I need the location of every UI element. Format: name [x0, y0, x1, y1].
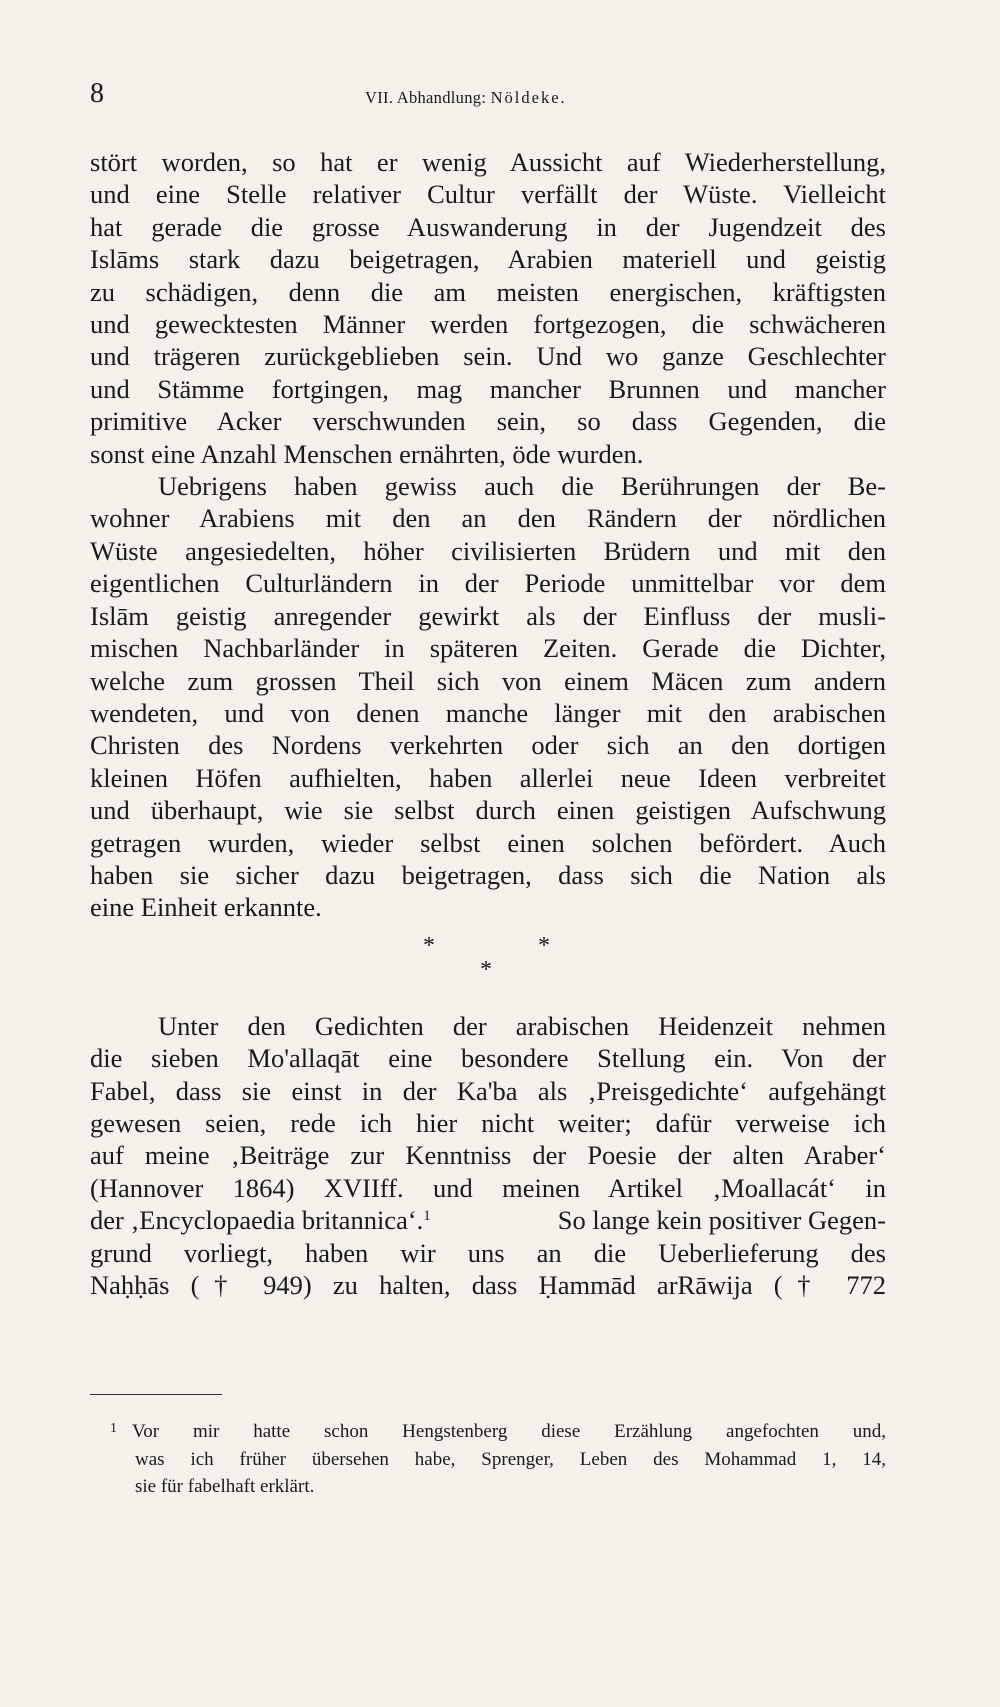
footnote-text: Vor mir hatte schon Hengstenberg diese Erzählung angefochten und,: [132, 1421, 886, 1442]
footnote-line: [110, 1415, 886, 1446]
footnote-line: sie für fabelhaft erklärt.: [135, 1476, 315, 1497]
asterisk: *: [480, 956, 492, 983]
text-segment: der ‚Encyclopaedia britannica‘.: [90, 1205, 424, 1236]
text-line: eigentlichen Culturländern in der Periode unmittelbar vor dem: [90, 568, 886, 599]
page-number: 8: [90, 78, 104, 109]
footnote-marker: 1: [110, 1421, 117, 1436]
text-line: grund vorliegt, haben wir uns an die Ueberlieferung des: [90, 1237, 886, 1268]
text-line: Fabel, dass sie einst in der Ka'ba als ‚Preisgedichte‘ aufgehängt: [90, 1075, 886, 1106]
text-line: Christen des Nordens verkehrten oder sich an den dortigen: [90, 730, 886, 761]
page-header: [90, 78, 886, 118]
text-line: Wüste angesiedelten, höher civilisierten Brüdern und mit den: [90, 535, 886, 566]
text-line: haben sie sicher dazu beigetragen, dass sich die Nation als: [90, 859, 886, 890]
footnote-reference: 1: [423, 1208, 431, 1225]
footnote: [110, 1415, 886, 1501]
text-line: und eine Stelle relativer Cultur verfällt der Wüste. Vielleicht: [90, 179, 886, 210]
text-line: primitive Acker verschwunden sein, so dass Gegenden, die: [90, 406, 886, 437]
text-line: gewesen seien, rede ich hier nicht weiter; dafür verweise ich: [90, 1107, 886, 1138]
text-line: Naḥḥās († 949) zu halten, dass Ḥammād arRāwija († 772: [90, 1270, 886, 1300]
running-head: [365, 88, 567, 108]
text-line: Uebrigens haben gewiss auch die Berührungen der Be-: [158, 471, 886, 502]
text-line: stört worden, so hat er wenig Aussicht auf Wiederherstellung,: [90, 147, 886, 177]
text-line: Islām geistig anregender gewirkt als der Einfluss der musli-: [90, 600, 886, 631]
text-line: zu schädigen, denn die am meisten energischen, kräftigsten: [90, 276, 886, 307]
text-line: und gewecktesten Männer werden fortgezogen, die schwächeren: [90, 309, 886, 340]
running-head-title: VII. Abhandlung:: [365, 88, 487, 107]
section-separator-asterism: [90, 924, 886, 1010]
text-segment: So lange kein positiver Gegen-: [557, 1205, 886, 1236]
paragraph-2: [90, 470, 886, 924]
text-line: eine Einheit erkannte.: [90, 892, 322, 923]
asterisk: *: [538, 932, 550, 959]
footnotes: [110, 1415, 886, 1501]
text-line: und überhaupt, wie sie selbst durch einen geistigen Aufschwung: [90, 795, 886, 826]
asterisk: *: [423, 932, 435, 959]
footnote-line: was ich früher übersehen habe, Sprenger, Leben des Mohammad 1, 14,: [135, 1448, 886, 1470]
text-line: (Hannover 1864) XVIIff. und meinen Artikel ‚Moallacát‘ in: [90, 1172, 886, 1203]
text-line: welche zum grossen Theil sich von einem Mäcen zum andern: [90, 665, 886, 696]
text-line: getragen wurden, wieder selbst einen solchen befördert. Auch: [90, 827, 886, 858]
text-line: sonst eine Anzahl Menschen ernährten, öde wurden.: [90, 438, 644, 469]
text-segment: [90, 1204, 431, 1236]
text-line: die sieben Mo'allaqāt eine besondere Stellung ein. Von der: [90, 1043, 886, 1074]
main-text: [90, 146, 886, 1301]
text-line: kleinen Höfen aufhielten, haben allerlei neue Ideen verbreitet: [90, 762, 886, 793]
text-line: Islāms stark dazu beigetragen, Arabien materiell und geistig: [90, 244, 886, 275]
footnote-rule: [90, 1394, 222, 1395]
text-line: auf meine ‚Beiträge zur Kenntniss der Poesie der alten Araber‘: [90, 1140, 886, 1171]
text-line: hat gerade die grosse Auswanderung in der Jugendzeit des: [90, 211, 886, 242]
paragraph-3: [90, 1010, 886, 1302]
paragraph-1: [90, 146, 886, 470]
text-line: mischen Nachbarländer in späteren Zeiten. Gerade die Dichter,: [90, 633, 886, 664]
text-line: und trägeren zurückgeblieben sein. Und wo ganze Geschlechter: [90, 341, 886, 372]
text-line-with-footnote: [90, 1204, 886, 1236]
text-line: wendeten, und von denen manche länger mit den arabischen: [90, 697, 886, 728]
text-line: und Stämme fortgingen, mag mancher Brunnen und mancher: [90, 373, 886, 404]
running-head-author: Nöldeke.: [490, 88, 567, 107]
text-line: wohner Arabiens mit den an den Rändern der nördlichen: [90, 503, 886, 534]
text-line: Unter den Gedichten der arabischen Heidenzeit nehmen: [158, 1010, 886, 1041]
